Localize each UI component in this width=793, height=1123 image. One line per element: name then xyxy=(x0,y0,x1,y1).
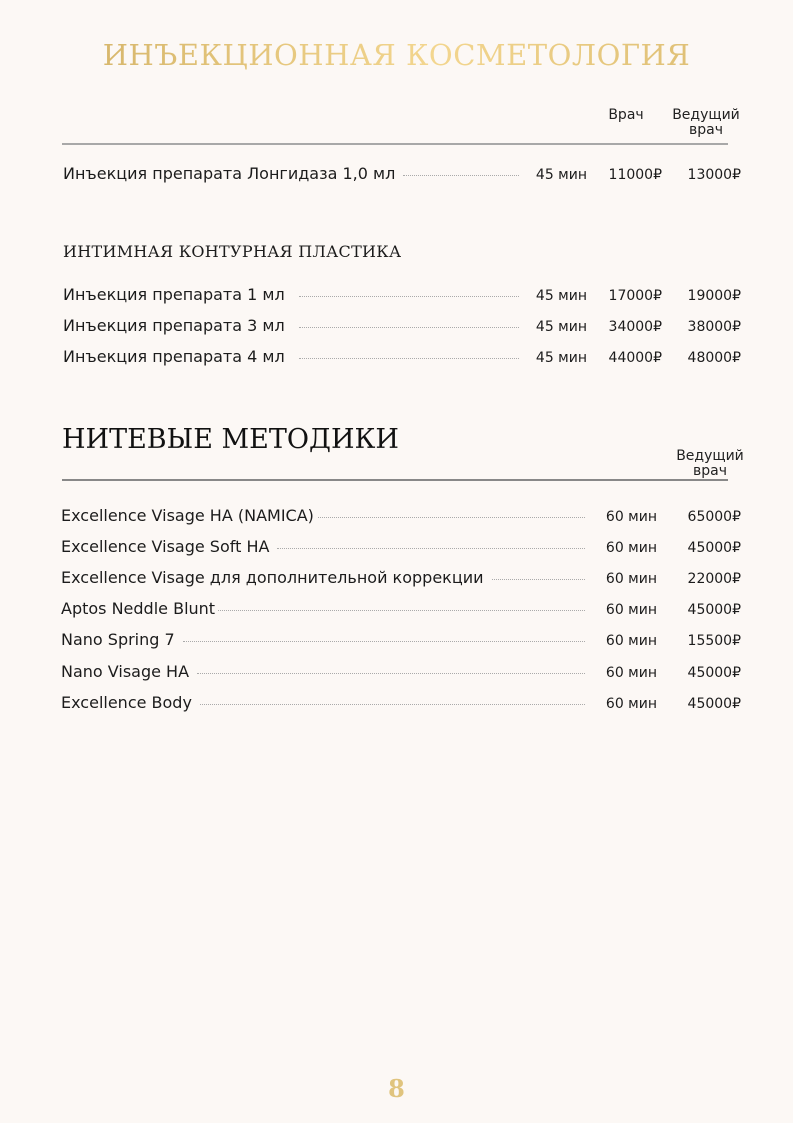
page-number: 8 xyxy=(388,1074,405,1103)
subsection-title: ИНТИМНАЯ КОНТУРНАЯ ПЛАСТИКА xyxy=(63,242,402,261)
header-divider xyxy=(62,143,728,145)
dot-leader xyxy=(200,704,585,705)
price-row xyxy=(61,537,741,556)
column-header-lead-doctor xyxy=(668,449,752,479)
dot-leader xyxy=(218,610,585,611)
service-duration: 45 мин xyxy=(535,319,587,335)
price-row xyxy=(61,693,741,712)
service-duration: 45 мин xyxy=(535,167,587,183)
service-name: Nano Visage HA xyxy=(61,662,190,681)
lead-doctor-price: 13000₽ xyxy=(687,167,741,183)
price-row xyxy=(61,599,741,618)
service-name: Excellence Visage Soft HA xyxy=(61,537,270,556)
service-name: Excellence Visage HA (NAMICA) xyxy=(61,506,314,525)
dot-leader xyxy=(299,327,519,328)
price-row xyxy=(63,285,741,304)
service-duration: 60 мин xyxy=(605,540,657,556)
price-row xyxy=(63,316,741,335)
price-row xyxy=(61,630,741,649)
lead-doctor-price: 38000₽ xyxy=(687,319,741,335)
service-name: Инъекция препарата 3 мл xyxy=(63,316,285,335)
service-duration: 60 мин xyxy=(605,602,657,618)
column-header-lead-line2: врач xyxy=(693,463,727,479)
dot-leader xyxy=(299,296,519,297)
service-duration: 60 мин xyxy=(605,665,657,681)
column-header-doctor: Врач xyxy=(608,107,644,123)
price-row xyxy=(63,164,741,183)
service-duration: 60 мин xyxy=(605,696,657,712)
lead-doctor-price: 48000₽ xyxy=(687,350,741,366)
dot-leader xyxy=(183,641,585,642)
doctor-price: 11000₽ xyxy=(608,167,662,183)
service-duration: 60 мин xyxy=(605,571,657,587)
price-row xyxy=(61,506,741,525)
dot-leader xyxy=(403,175,519,176)
service-duration: 60 мин xyxy=(605,509,657,525)
service-duration: 45 мин xyxy=(535,350,587,366)
doctor-price: 34000₽ xyxy=(608,319,662,335)
lead-doctor-price: 45000₽ xyxy=(687,602,741,618)
service-name: Инъекция препарата 1 мл xyxy=(63,285,285,304)
lead-doctor-price: 19000₽ xyxy=(687,288,741,304)
lead-doctor-price: 65000₽ xyxy=(687,509,741,525)
page-title: ИНЪЕКЦИОННАЯ КОСМЕТОЛОГИЯ xyxy=(0,38,793,72)
doctor-price: 44000₽ xyxy=(608,350,662,366)
price-row xyxy=(63,347,741,366)
lead-doctor-price: 15500₽ xyxy=(687,633,741,649)
doctor-price: 17000₽ xyxy=(608,288,662,304)
column-header-lead-doctor xyxy=(664,108,748,138)
section-title: НИТЕВЫЕ МЕТОДИКИ xyxy=(62,424,399,455)
header-divider xyxy=(62,479,728,481)
service-name: Excellence Visage для дополнительной коррекции xyxy=(61,568,484,587)
service-name: Инъекция препарата 4 мл xyxy=(63,347,285,366)
service-name: Nano Spring 7 xyxy=(61,630,175,649)
lead-doctor-price: 22000₽ xyxy=(687,571,741,587)
dot-leader xyxy=(197,673,585,674)
column-header-lead-line1: Ведущий xyxy=(672,107,740,123)
dot-leader xyxy=(492,579,585,580)
lead-doctor-price: 45000₽ xyxy=(687,696,741,712)
dot-leader xyxy=(318,517,585,518)
service-name: Excellence Body xyxy=(61,693,192,712)
column-header-lead-line2: врач xyxy=(689,122,723,138)
dot-leader xyxy=(277,548,585,549)
service-duration: 45 мин xyxy=(535,288,587,304)
dot-leader xyxy=(299,358,519,359)
lead-doctor-price: 45000₽ xyxy=(687,665,741,681)
lead-doctor-price: 45000₽ xyxy=(687,540,741,556)
price-row xyxy=(61,568,741,587)
service-name: Aptos Neddle Blunt xyxy=(61,599,216,618)
column-header-lead-line1: Ведущий xyxy=(676,448,744,464)
service-name: Инъекция препарата Лонгидаза 1,0 мл xyxy=(63,164,396,183)
service-duration: 60 мин xyxy=(605,633,657,649)
price-row xyxy=(61,662,741,681)
